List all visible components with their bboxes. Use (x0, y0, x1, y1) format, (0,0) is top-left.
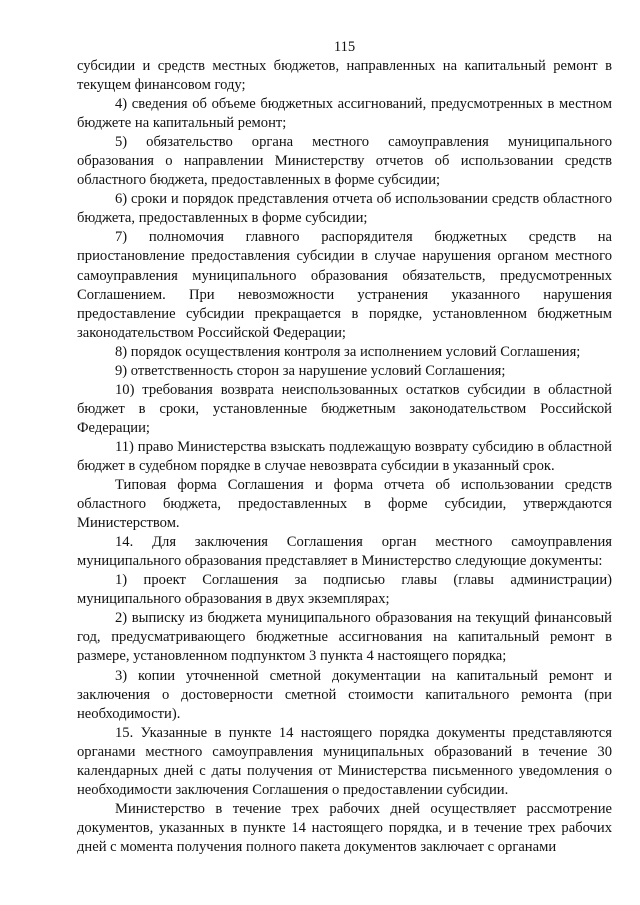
paragraph-item-11: 11) право Министерства взыскать подлежащую возврату субсидию в областной бюджет в судебном порядке в случае невозврата субсидии в указанный срок. (77, 438, 612, 474)
page-number: 115 (333, 39, 356, 55)
paragraph-section-14-item-3: 3) копии уточненной сметной документации на капитальный ремонт и заключения о достоверности сметной стоимости капитального ремонта (при необходимости). (77, 667, 612, 722)
paragraph-section-14-item-2: 2) выписку из бюджета муниципального образования на текущий финансовый год, предусматривающего бюджетные ассигнования на капитальный ремонт в размере, установленном подпунктом 3 пункта 4 настоящего порядка; (77, 610, 612, 665)
paragraph-section-15: 15. Указанные в пункте 14 настоящего порядка документы представляются органами местного самоуправления муниципальных образований в течение 30 календарных дней с даты получения от Министерства письменного уведомления о необходимости заключения Соглашения о предоставлении субсидии. (77, 724, 612, 798)
paragraph-item-7: 7) полномочия главного распорядителя бюджетных средств на приостановление предоставления субсидии в случае нарушения органом местного самоуправления муниципального образования обязательств, предусмотренных Соглашением. При невозможности устранения указанного нарушения предоставление субсидии прекращается в порядке, установленном бюджетным законодательством Российской Федерации; (77, 229, 612, 341)
paragraph-section-14: 14. Для заключения Соглашения орган местного самоуправления муниципального образования представляет в Министерство следующие документы: (77, 534, 612, 570)
paragraph-section-14-item-1: 1) проект Соглашения за подписью главы (главы администрации) муниципального образования в двух экземплярах; (77, 572, 612, 608)
paragraph-ministry-review: Министерство в течение трех рабочих дней осуществляет рассмотрение документов, указанных в пункте 14 настоящего порядка, и в течение трех рабочих дней с момента получения полного пакета документов заключает с органами (77, 800, 612, 855)
paragraph-standard-form: Типовая форма Соглашения и форма отчета об использовании средств областного бюджета, предоставленных в форме субсидии, утверждаются Министерством. (77, 477, 612, 532)
paragraph-item-10: 10) требования возврата неиспользованных остатков субсидии в областной бюджет в сроки, установленные бюджетным законодательством Российской Федерации; (77, 381, 612, 436)
paragraph-subsidy-continuation: субсидии и средств местных бюджетов, направленных на капитальный ремонт в текущем финансовом году; (77, 58, 612, 94)
paragraph-item-9: 9) ответственность сторон за нарушение условий Соглашения; (115, 362, 506, 379)
paragraph-item-4: 4) сведения об объеме бюджетных ассигнований, предусмотренных в местном бюджете на капитальный ремонт; (77, 96, 612, 132)
paragraph-item-5: 5) обязательство органа местного самоуправления муниципального образования о направлении Министерству отчетов об использовании средств областного бюджета, предоставленных в форме субсидии; (77, 134, 612, 189)
paragraph-item-6: 6) сроки и порядок представления отчета об использовании средств областного бюджета, предоставленных в форме субсидии; (77, 191, 612, 227)
document-page (77, 38, 612, 857)
paragraph-item-8: 8) порядок осуществления контроля за исполнением условий Соглашения; (115, 343, 581, 360)
